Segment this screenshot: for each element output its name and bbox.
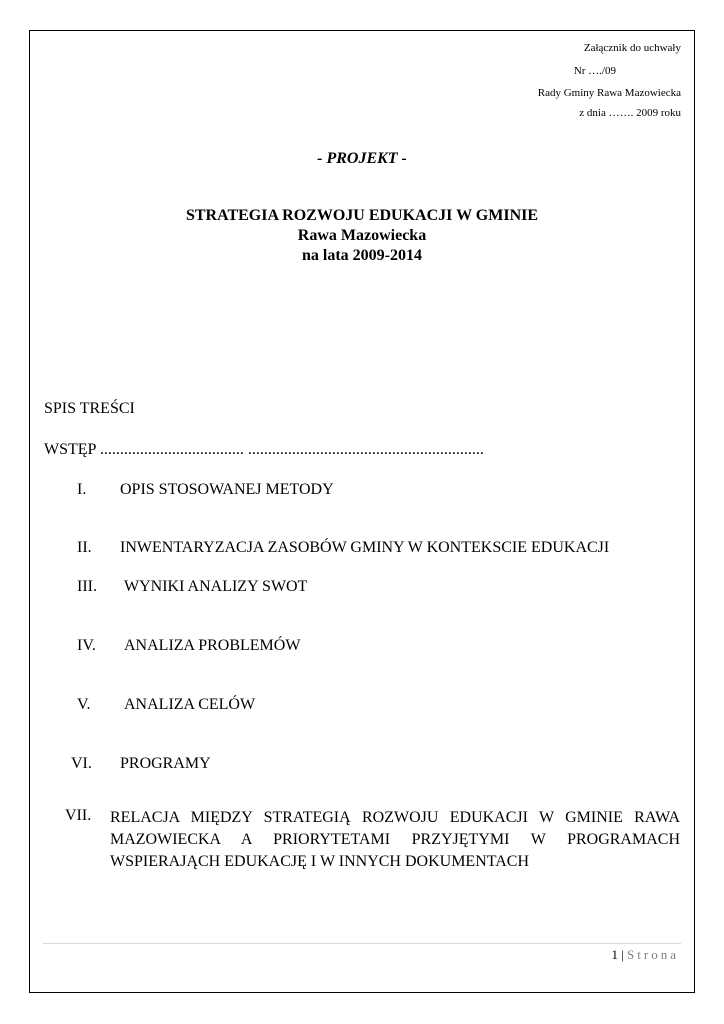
page-number: 1 bbox=[611, 947, 618, 962]
attachment-note-line-1: Załącznik do uchwały bbox=[583, 42, 681, 54]
toc-item-label: OPIS STOSOWANEJ METODY bbox=[120, 481, 334, 498]
toc-item-number: IV. bbox=[77, 637, 96, 654]
toc-item-number: I. bbox=[77, 481, 87, 498]
footer-divider bbox=[43, 943, 681, 944]
toc-item-number: III. bbox=[77, 578, 97, 595]
toc-item-label: PROGRAMY bbox=[120, 755, 211, 772]
page-footer bbox=[611, 947, 679, 963]
toc-item-number: VI. bbox=[71, 755, 92, 772]
toc-item-7-label: RELACJA MIĘDZY STRATEGIĄ ROZWOJU EDUKACJI W GMINIE RAWA MAZOWIECKA A PRIORYTETAMI PRZYJĘTYMI W PROGRAMACH WSPIERAJĄCH EDUKACJĘ I W INNYCH DOKUMENTACH bbox=[110, 809, 680, 870]
page-label: Strona bbox=[627, 947, 679, 962]
projekt-label: - PROJEKT - bbox=[317, 150, 407, 167]
document-title-line-2: Rawa Mazowiecka bbox=[297, 227, 427, 244]
toc-item-label: INWENTARYZACJA ZASOBÓW GMINY W KONTEKSCIE EDUKACJI bbox=[120, 539, 610, 556]
toc-item-number: VII. bbox=[65, 807, 92, 824]
toc-item-number: II. bbox=[77, 539, 92, 556]
attachment-note-line-3: Rady Gminy Rawa Mazowiecka bbox=[537, 87, 681, 99]
toc-item-label: ANALIZA PROBLEMÓW bbox=[124, 637, 301, 654]
toc-heading: SPIS TREŚCI bbox=[44, 400, 135, 417]
toc-item-number: V. bbox=[77, 696, 91, 713]
toc-item-label: WYNIKI ANALIZY SWOT bbox=[124, 578, 308, 595]
toc-intro-entry: WSTĘP .................................... ........................................................... bbox=[44, 441, 484, 458]
attachment-note-line-4: z dnia ……. 2009 roku bbox=[579, 107, 681, 119]
footer-separator: | bbox=[621, 947, 624, 962]
attachment-note-line-2: Nr …./09 bbox=[573, 65, 616, 77]
document-title-line-1: STRATEGIA ROZWOJU EDUKACJI W GMINIE bbox=[185, 207, 539, 224]
toc-item-label: ANALIZA CELÓW bbox=[124, 696, 256, 713]
document-title-line-3: na lata 2009-2014 bbox=[302, 247, 422, 264]
